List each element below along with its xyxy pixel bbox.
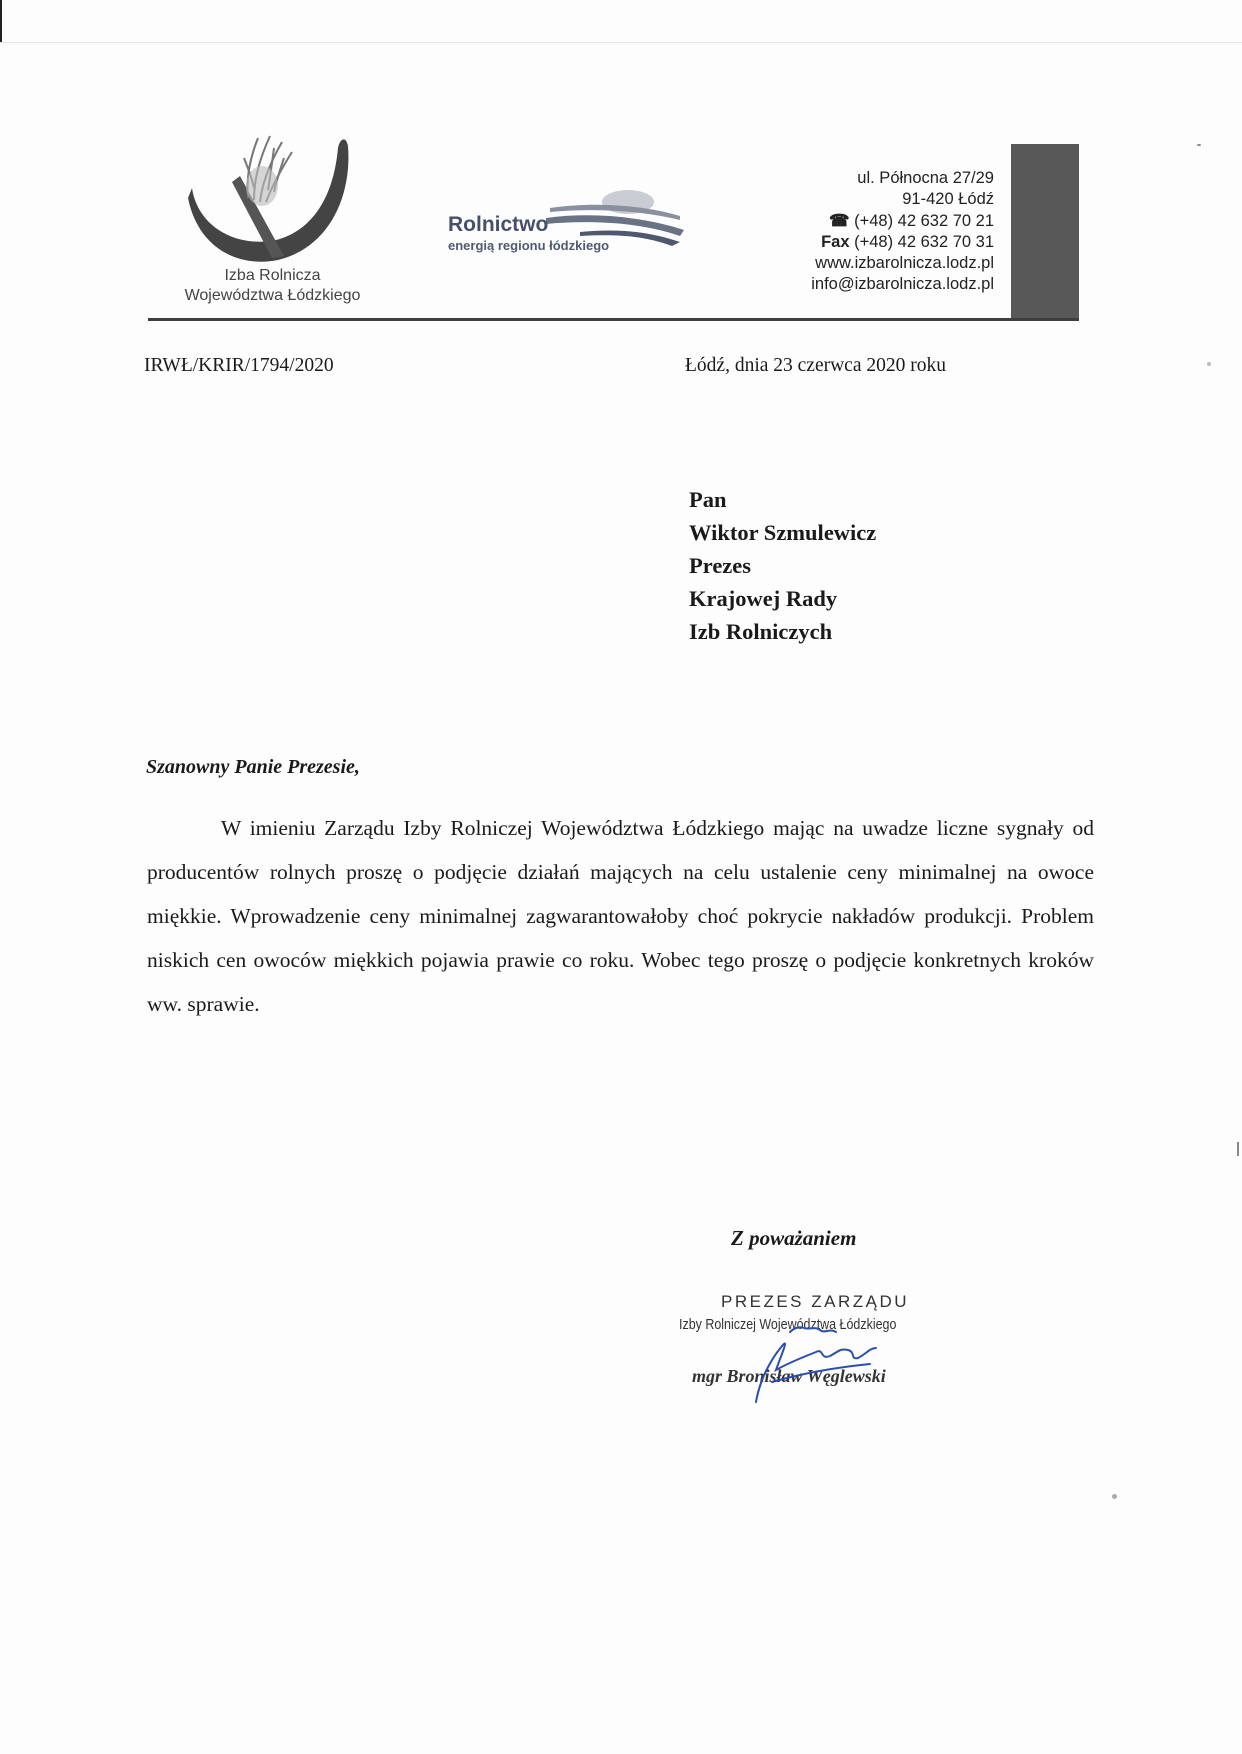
header-rule [148, 318, 1079, 321]
contact-street: ul. Północna 27/29 [857, 169, 994, 187]
contact-city: 91-420 Łódź [902, 190, 994, 209]
phone-icon: ☎ [828, 211, 850, 230]
contact-email[interactable]: info@izbarolnicza.lodz.pl [811, 275, 994, 294]
header-gray-block [1011, 144, 1079, 320]
contact-fax: (+48) 42 632 70 31 [854, 232, 994, 251]
salutation: Szanowny Panie Prezesie, [146, 756, 360, 778]
org-name-line1: Izba Rolnicza [224, 267, 321, 284]
contact-fax-line [811, 232, 994, 253]
addressee-line: Wiktor Szmulewicz [689, 520, 877, 545]
stamp-title: PREZES ZARZĄDU [721, 1292, 910, 1311]
scan-speck [1112, 1494, 1117, 1499]
letter-body [147, 806, 1094, 1026]
reference-number: IRWŁ/KRIR/1794/2020 [144, 355, 334, 376]
addressee-line: Izb Rolniczych [689, 619, 833, 644]
org-name-line2: Województwa Łódzkiego [184, 287, 361, 304]
body-paragraph: W imieniu Zarządu Izby Rolniczej Województwa Łódzkiego mając na uwadze liczne sygnały od producentów rolnych proszę o podjęcie działań mających na celu ustalenie ceny minimalnej na owoce miękkie. Wprowadzenie ceny minimalnej zagwarantowałoby choć pokrycie nakładów produkcji. Problem niskich cen owoców miękkich pojawia prawie co roku. Wobec tego proszę o podjęcie konkretnych kroków ww. sprawie. [147, 816, 1094, 1016]
scan-speck [1207, 362, 1211, 366]
contact-block [811, 168, 994, 296]
signatory-name: mgr Bronisław Węglewski [692, 1366, 886, 1386]
closing: Z poważaniem [731, 1226, 857, 1250]
letter-date: Łódź, dnia 23 czerwca 2020 roku [685, 355, 946, 376]
handwritten-signature [720, 1318, 910, 1408]
wheat-sickle-emblem [188, 128, 358, 268]
contact-phone-line [811, 211, 994, 232]
scan-speck [1237, 1142, 1239, 1156]
slogan-title: Rolnictwo [448, 213, 549, 236]
addressee-line: Krajowej Rady [689, 586, 838, 611]
stamp-org: Izby Rolniczej Województwa Łódzkiego [679, 1317, 897, 1333]
org-name [140, 266, 405, 306]
addressee-line: Pan [689, 487, 727, 512]
contact-phone: (+48) 42 632 70 21 [854, 211, 994, 230]
slogan-subtitle: energią regionu łódzkiego [448, 238, 610, 253]
scan-edge [0, 0, 1242, 44]
contact-website[interactable]: www.izbarolnicza.lodz.pl [815, 254, 994, 273]
scan-speck [1197, 144, 1201, 146]
fax-label: Fax [821, 232, 850, 251]
addressee-block [689, 483, 876, 648]
addressee-line: Prezes [689, 553, 752, 578]
